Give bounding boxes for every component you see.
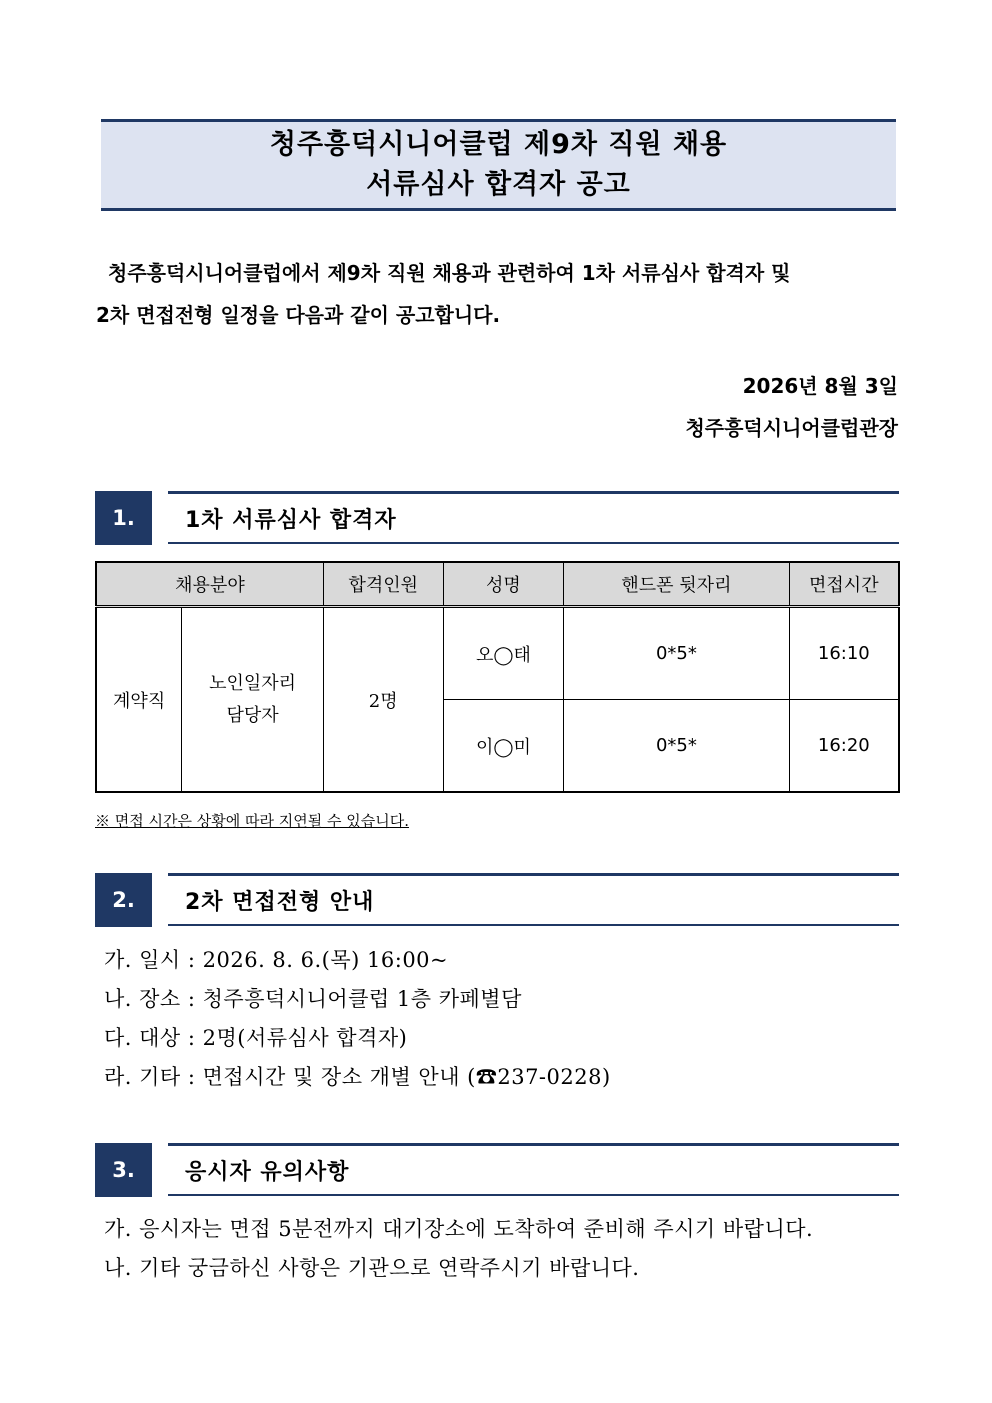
section-3-number: 3. [95, 1143, 152, 1197]
section-1-number: 1. [95, 491, 152, 545]
table-header-row [96, 562, 899, 607]
section-1-top-rule [168, 491, 899, 494]
time-cell: 16:10 [789, 607, 899, 700]
announcement-date: 2026년 8월 3일 [742, 374, 898, 398]
header-time: 면접시간 [789, 562, 899, 607]
time-cell: 16:20 [789, 700, 899, 793]
applicant-note-1: 가. 응시자는 면접 5분전까지 대기장소에 도착하여 준비해 주시기 바랍니다. [104, 1217, 814, 1241]
section-2-bottom-rule [168, 924, 899, 926]
header-field: 채용분야 [96, 562, 323, 607]
title-line-1: 청주흥덕시니어클럽 제9차 직원 채용 [269, 129, 728, 160]
header-name: 성명 [443, 562, 564, 607]
table-row [96, 607, 899, 700]
field-cell [182, 607, 324, 793]
section-2-top-rule [168, 873, 899, 876]
section-3-title: 응시자 유의사항 [185, 1160, 350, 1185]
name-cell: 이◯미 [443, 700, 564, 793]
header-phone: 핸드폰 뒷자리 [564, 562, 789, 607]
results-table [95, 561, 900, 793]
category-cell: 계약직 [96, 607, 182, 793]
phone-cell: 0*5* [564, 607, 789, 700]
intro-line-2: 2차 면접전형 일정을 다음과 같이 공고합니다. [96, 303, 501, 327]
section-2-number: 2. [95, 873, 152, 927]
interview-delay-note: ※ 면접 시간은 상황에 따라 지연될 수 있습니다. [95, 812, 409, 830]
section-3-top-rule [168, 1143, 899, 1146]
phone-cell: 0*5* [564, 700, 789, 793]
announcement-title-box [101, 119, 896, 211]
header-count: 합격인원 [323, 562, 443, 607]
intro-line-1: 청주흥덕시니어클럽에서 제9차 직원 채용과 관련하여 1차 서류심사 합격자 및 [108, 261, 791, 285]
count-cell: 2명 [323, 607, 443, 793]
interview-datetime: 가. 일시 : 2026. 8. 6.(목) 16:00~ [104, 948, 449, 972]
interview-target: 다. 대상 : 2명(서류심사 합격자) [104, 1026, 408, 1050]
name-cell: 오◯태 [443, 607, 564, 700]
section-1-bottom-rule [168, 542, 899, 544]
interview-other: 라. 기타 : 면접시간 및 장소 개별 안내 (☎237-0228) [104, 1065, 611, 1089]
field-line-2: 담당자 [226, 704, 279, 726]
intro-paragraph [96, 252, 898, 336]
title-line-2: 서류심사 합격자 공고 [366, 169, 631, 200]
issuer: 청주흥덕시니어클럽관장 [685, 416, 898, 440]
section-1-title: 1차 서류심사 합격자 [185, 508, 397, 533]
section-3-bottom-rule [168, 1194, 899, 1196]
section-2-title: 2차 면접전형 안내 [185, 890, 375, 915]
applicant-note-2: 나. 기타 궁금하신 사항은 기관으로 연락주시기 바랍니다. [104, 1256, 640, 1280]
field-line-1: 노인일자리 [209, 672, 297, 694]
interview-location: 나. 장소 : 청주흥덕시니어클럽 1층 카페별담 [104, 987, 522, 1011]
